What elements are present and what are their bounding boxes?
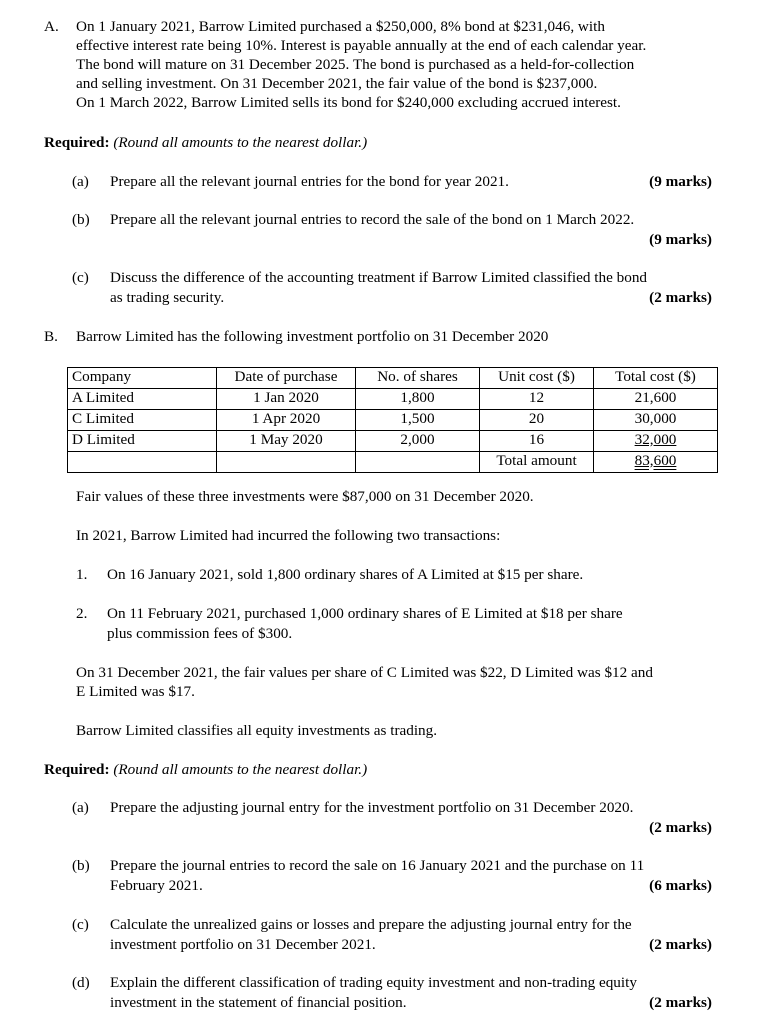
- transaction-1: [76, 566, 712, 586]
- cell-empty: [356, 452, 480, 473]
- part-a-letter: A.: [44, 18, 59, 35]
- required-note: (Round all amounts to the nearest dollar.): [113, 134, 368, 151]
- question-label: (b): [72, 857, 90, 874]
- required-label: Required:: [44, 761, 110, 778]
- part-a-line-2: effective interest rate being 10%. Interest is payable annually at the end of each calendar year.: [76, 37, 647, 54]
- question-text-line-2: as trading security.: [110, 289, 225, 306]
- cell-empty: [217, 452, 356, 473]
- transactions-intro: In 2021, Barrow Limited had incurred the following two transactions:: [76, 527, 501, 544]
- transaction-text-line-1: On 11 February 2021, purchased 1,000 ordinary shares of E Limited at $18 per share: [107, 605, 623, 622]
- table-header-row: [68, 368, 718, 389]
- part-b-required: [44, 761, 367, 779]
- part-a-line-5: On 1 March 2022, Barrow Limited sells its bond for $240,000 excluding accrued interest.: [76, 94, 621, 111]
- cell-unit-cost: 12: [480, 389, 594, 410]
- question-marks: (6 marks): [649, 877, 712, 894]
- transaction-text-line-2: plus commission fees of $300.: [107, 625, 293, 642]
- part-b-question-d: [72, 974, 712, 1014]
- question-text-line-2: February 2021.: [110, 877, 203, 894]
- fair-value-2021-line-2: E Limited was $17.: [76, 683, 195, 700]
- part-a-question-c: [72, 269, 712, 309]
- total-value-cell: [594, 452, 718, 473]
- cell-date: 1 May 2020: [217, 431, 356, 452]
- cell-total-cost: 30,000: [594, 410, 718, 431]
- cell-empty: [68, 452, 217, 473]
- classification-text: Barrow Limited classifies all equity investments as trading.: [76, 722, 438, 739]
- part-b-question-a: [72, 799, 712, 839]
- required-note: (Round all amounts to the nearest dollar.): [113, 761, 368, 778]
- fair-value-2021-line-1: On 31 December 2021, the fair values per share of C Limited was $22, D Limited was $12 and: [76, 664, 653, 681]
- cell-total-cost: [594, 431, 718, 452]
- fair-value-2020-text: Fair values of these three investments were $87,000 on 31 December 2020.: [76, 488, 534, 505]
- question-label: (d): [72, 974, 90, 991]
- last-cost-underlined: 32,000: [634, 431, 677, 448]
- required-label: Required:: [44, 134, 110, 151]
- cell-shares: 1,800: [356, 389, 480, 410]
- header-total-cost: Total cost ($): [594, 368, 718, 389]
- question-text: Prepare the adjusting journal entry for the investment portfolio on 31 December 2020.: [110, 799, 634, 816]
- part-a-required: [44, 134, 367, 152]
- question-label: (c): [72, 916, 89, 933]
- table-total-row: [68, 452, 718, 473]
- cell-shares: 2,000: [356, 431, 480, 452]
- question-text-line-1: Explain the different classification of trading equity investment and non-trading equity: [110, 974, 637, 991]
- part-b-question-b: [72, 857, 712, 897]
- transaction-number: 2.: [76, 605, 88, 622]
- part-a-question-a: [72, 173, 712, 193]
- part-a-question-b: [72, 211, 712, 251]
- question-label: (a): [72, 173, 89, 190]
- question-marks: (2 marks): [649, 819, 712, 836]
- question-text-line-2: investment in the statement of financial position.: [110, 994, 407, 1011]
- question-marks: (9 marks): [649, 231, 712, 248]
- total-value: 83,600: [634, 452, 677, 469]
- cell-company: A Limited: [68, 389, 217, 410]
- investment-portfolio-table: [67, 367, 718, 473]
- part-b-letter: B.: [44, 328, 58, 345]
- question-label: (c): [72, 269, 89, 286]
- table-row: [68, 389, 718, 410]
- part-a-line-3: The bond will mature on 31 December 2025. The bond is purchased as a held-for-collection: [76, 56, 635, 73]
- question-label: (b): [72, 211, 90, 228]
- question-marks: (9 marks): [649, 173, 712, 190]
- question-text: Prepare all the relevant journal entries for the bond for year 2021.: [110, 173, 509, 190]
- cell-unit-cost: 16: [480, 431, 594, 452]
- part-b-question-c: [72, 916, 712, 956]
- cell-unit-cost: 20: [480, 410, 594, 431]
- part-a-line-1: On 1 January 2021, Barrow Limited purchased a $250,000, 8% bond at $231,046, with: [76, 18, 605, 35]
- cell-company: C Limited: [68, 410, 217, 431]
- table-row: [68, 410, 718, 431]
- question-text: Prepare all the relevant journal entries to record the sale of the bond on 1 March 2022.: [110, 211, 635, 228]
- transaction-text: On 16 January 2021, sold 1,800 ordinary shares of A Limited at $15 per share.: [107, 566, 584, 583]
- question-text-line-1: Prepare the journal entries to record the sale on 16 January 2021 and the purchase on 11: [110, 857, 645, 874]
- question-text-line-1: Calculate the unrealized gains or losses and prepare the adjusting journal entry for the: [110, 916, 632, 933]
- header-unit-cost: Unit cost ($): [480, 368, 594, 389]
- question-label: (a): [72, 799, 89, 816]
- header-shares: No. of shares: [356, 368, 480, 389]
- question-marks: (2 marks): [649, 994, 712, 1011]
- question-marks: (2 marks): [649, 289, 712, 306]
- cell-company: D Limited: [68, 431, 217, 452]
- cell-date: 1 Jan 2020: [217, 389, 356, 410]
- transaction-number: 1.: [76, 566, 88, 583]
- question-text-line-1: Discuss the difference of the accounting treatment if Barrow Limited classified the bond: [110, 269, 648, 286]
- part-a-line-4: and selling investment. On 31 December 2021, the fair value of the bond is $237,000.: [76, 75, 598, 92]
- part-b-intro: Barrow Limited has the following investment portfolio on 31 December 2020: [76, 328, 549, 345]
- cell-date: 1 Apr 2020: [217, 410, 356, 431]
- cell-total-cost: 21,600: [594, 389, 718, 410]
- question-marks: (2 marks): [649, 936, 712, 953]
- header-company: Company: [68, 368, 217, 389]
- table-row: [68, 431, 718, 452]
- total-label: Total amount: [480, 452, 594, 473]
- question-text-line-2: investment portfolio on 31 December 2021.: [110, 936, 376, 953]
- cell-shares: 1,500: [356, 410, 480, 431]
- header-date: Date of purchase: [217, 368, 356, 389]
- transaction-2: [76, 605, 712, 645]
